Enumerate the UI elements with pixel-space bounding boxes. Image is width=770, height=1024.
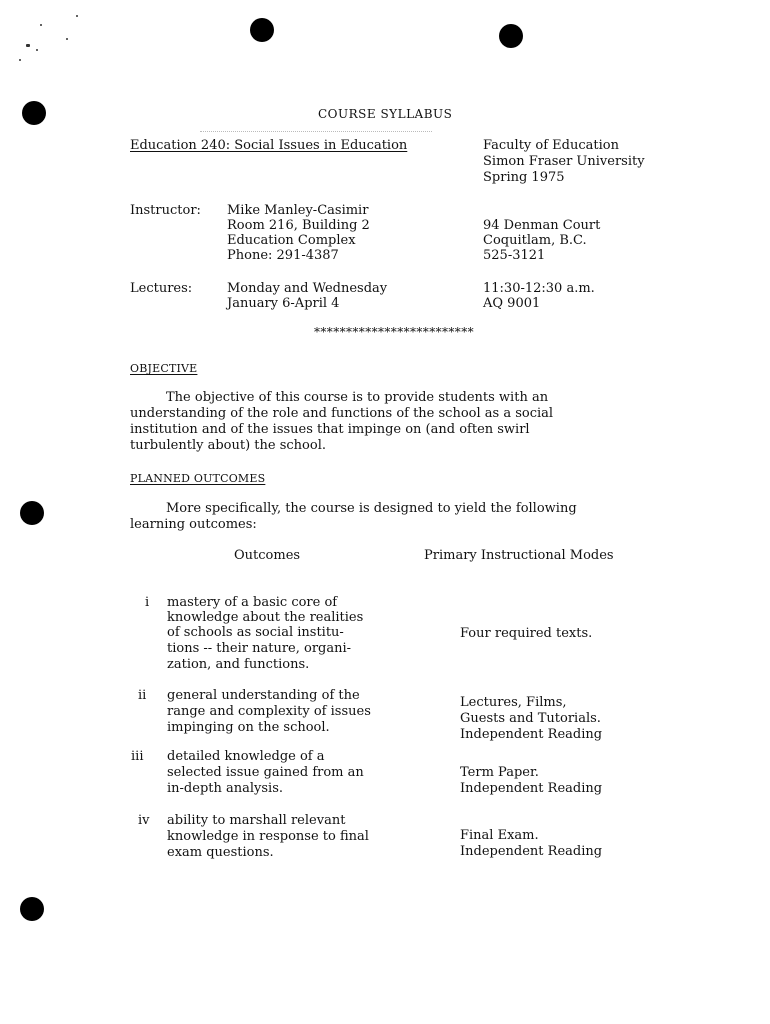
university-name: Simon Fraser University [483,154,645,169]
instructor-name: Mike Manley-Casimir [227,203,369,218]
divider-dotted [200,131,432,132]
outcome-number: iv [138,813,150,828]
outcome-text-line: selected issue gained from an [167,765,364,780]
outcome-text-line: in-depth analysis. [167,781,283,796]
outcome-mode-line: Independent Reading [460,781,603,796]
lecture-dates: January 6-April 4 [227,296,340,311]
outcome-mode-line: Lectures, Films, [460,695,567,710]
instructor-home-phone: 525-3121 [483,248,546,263]
outcome-text-line: knowledge in response to final [167,829,369,844]
outcome-mode-line: Term Paper. [460,765,539,780]
outcome-number: i [145,595,150,610]
separator-asterisks: ************************* [314,325,474,339]
objective-heading: OBJECTIVE [130,362,198,375]
scan-speck [66,38,68,40]
column-header-modes: Primary Instructional Modes [424,548,614,563]
planned-intro-line: More specifically, the course is designed to yield the following [166,501,577,516]
instructor-label: Instructor: [130,203,201,218]
faculty-name: Faculty of Education [483,138,619,153]
outcome-mode-line: Final Exam. [460,828,539,843]
outcome-text-line: exam questions. [167,845,274,860]
outcome-text-line: knowledge about the realities [167,610,364,625]
lecture-time: 11:30-12:30 a.m. [483,281,595,296]
outcome-text-line: mastery of a basic core of [167,595,338,610]
outcome-number: iii [131,749,144,764]
outcome-mode-line: Independent Reading [460,727,603,742]
instructor-phone: Phone: 291-4387 [227,248,339,263]
instructor-address-line2: Coquitlam, B.C. [483,233,587,248]
outcome-mode-line: Guests and Tutorials. [460,711,601,726]
punch-hole-left-1 [22,101,46,125]
punch-hole-top-left [250,18,274,42]
outcome-text-line: ability to marshall relevant [167,813,346,828]
outcome-mode-line: Four required texts. [460,626,593,641]
column-header-outcomes: Outcomes [234,548,301,563]
scan-speck [19,59,21,61]
punch-hole-left-2 [20,501,44,525]
outcome-text-line: zation, and functions. [167,657,310,672]
punch-hole-left-3 [20,897,44,921]
planned-outcomes-heading: PLANNED OUTCOMES [130,472,266,485]
page-title: COURSE SYLLABUS [318,107,453,121]
instructor-complex: Education Complex [227,233,356,248]
planned-intro-line: learning outcomes: [130,517,257,532]
outcome-text-line: impinging on the school. [167,720,330,735]
objective-line: The objective of this course is to provide students with an [166,390,549,405]
objective-line: understanding of the role and functions of the school as a social [130,406,554,421]
course-name: Education 240: Social Issues in Education [130,138,408,153]
outcome-text-line: general understanding of the [167,688,360,703]
lectures-label: Lectures: [130,281,193,296]
scan-speck [26,44,30,47]
objective-line: turbulently about) the school. [130,438,326,453]
lecture-room: AQ 9001 [483,296,541,311]
instructor-office: Room 216, Building 2 [227,218,370,233]
objective-line: institution and of the issues that impinge on (and often swirl [130,422,530,437]
outcome-text-line: tions -- their nature, organi- [167,641,352,656]
term: Spring 1975 [483,170,565,185]
outcome-mode-line: Independent Reading [460,844,603,859]
scan-speck [36,49,38,51]
scan-speck [40,24,42,26]
scan-speck [76,15,78,17]
outcome-number: ii [138,688,147,703]
outcome-text-line: range and complexity of issues [167,704,371,719]
lecture-days: Monday and Wednesday [227,281,388,296]
punch-hole-top-right [499,24,523,48]
instructor-address-line1: 94 Denman Court [483,218,601,233]
outcome-text-line: detailed knowledge of a [167,749,325,764]
outcome-text-line: of schools as social institu- [167,625,344,640]
